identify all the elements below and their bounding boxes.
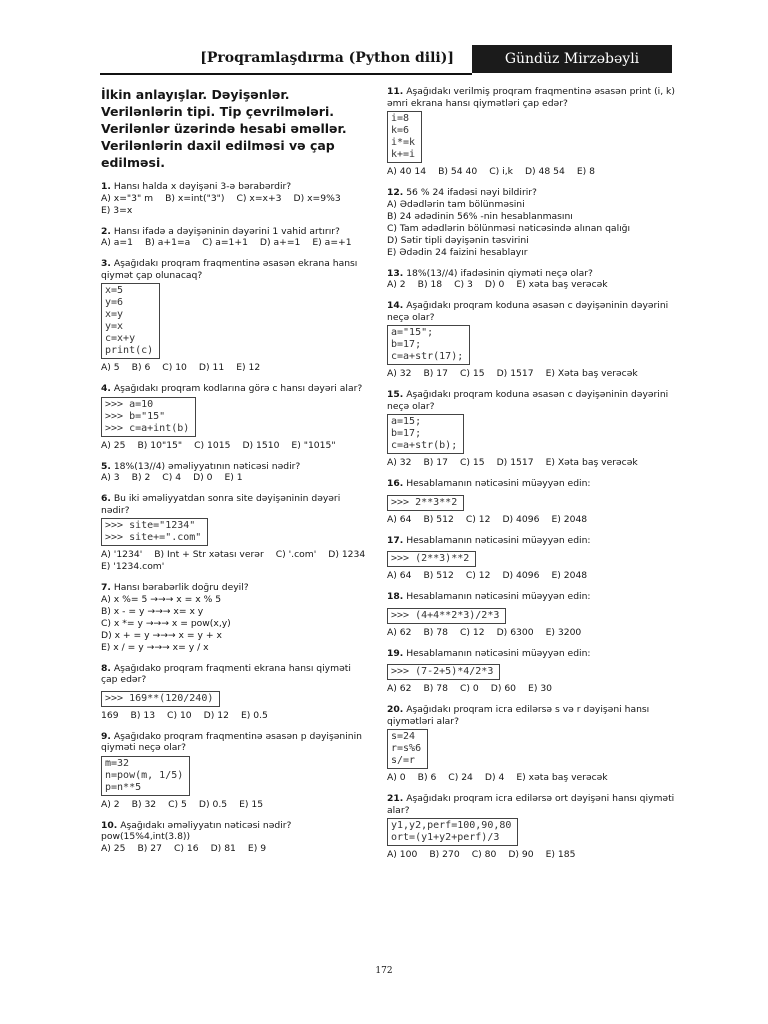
question-number: 17. xyxy=(387,534,404,546)
answer-option: A) 5 xyxy=(101,362,120,373)
question-number: 3. xyxy=(101,258,111,269)
right-question-list xyxy=(387,86,677,861)
code-line: i*=k xyxy=(391,137,416,148)
code-line: c=a+str(17); xyxy=(391,351,464,362)
answer-option: A) 62 xyxy=(387,626,412,638)
code-line: >>> site="1234" xyxy=(105,520,196,531)
question-number: 20. xyxy=(387,704,404,715)
question-item xyxy=(387,591,677,639)
code-line: c=x+y xyxy=(105,333,136,344)
question-text xyxy=(101,226,369,238)
answer-option: B) 78 xyxy=(423,683,448,694)
answer-option: D) 81 xyxy=(210,842,236,854)
question-item xyxy=(101,820,369,855)
question-text xyxy=(387,187,677,199)
question-prompt: Hansı halda x dəyişəni 3-ə bərabərdir? xyxy=(113,181,292,192)
question-prompt: Hesablamanın nəticəsini müəyyən edin: xyxy=(406,647,591,659)
code-wrapper xyxy=(387,323,677,368)
answer-option: E) xəta baş verəcək xyxy=(516,279,608,290)
answer-option: A) 25 xyxy=(101,439,126,451)
code-block xyxy=(387,664,500,680)
question-item xyxy=(387,478,677,526)
question-number: 16. xyxy=(387,478,404,489)
answer-option: E) 3=x xyxy=(101,204,133,216)
answer-option: B) 270 xyxy=(429,849,460,860)
answer-option: B) 10"15" xyxy=(137,439,183,451)
answer-option: C) 24 xyxy=(448,772,473,783)
answer-option: A) 2 xyxy=(101,798,120,810)
answer-option: C) 80 xyxy=(471,849,497,860)
answer-option: C) 5 xyxy=(168,798,187,810)
code-wrapper xyxy=(101,395,369,440)
code-line: k+=i xyxy=(391,149,416,160)
code-block xyxy=(387,111,422,163)
answer-option: D) 90 xyxy=(508,849,534,860)
answer-options xyxy=(387,457,677,469)
question-item xyxy=(101,493,369,573)
answer-option: B) 2 xyxy=(131,472,151,483)
question-prompt: 18%(13//4) ifadəsinin qiyməti neçə olar? xyxy=(406,267,593,279)
question-number: 4. xyxy=(101,383,111,394)
code-block xyxy=(387,495,464,511)
code-block xyxy=(101,283,160,359)
code-block xyxy=(101,518,208,546)
question-text xyxy=(101,663,369,686)
code-line: y=x xyxy=(105,321,124,332)
answer-option: E) "1015" xyxy=(291,439,336,451)
question-number: 12. xyxy=(387,187,404,198)
answer-option: D) 4096 xyxy=(502,570,540,581)
answer-option: D) 4 xyxy=(484,772,505,783)
code-wrapper xyxy=(387,603,677,627)
code-line: y1,y2,perf=100,90,80 xyxy=(391,820,512,831)
question-number: 11. xyxy=(387,86,404,97)
answer-option: A) 32 xyxy=(387,368,412,379)
code-wrapper xyxy=(387,816,677,849)
question-number: 14. xyxy=(387,300,404,311)
question-item xyxy=(387,535,677,583)
code-line: c=a+str(b); xyxy=(391,440,458,451)
question-text xyxy=(387,793,677,816)
answer-options xyxy=(387,514,677,526)
question-prompt: Aşağıdakı verilmiş proqram fraqmentinə əsasən print (i, k) əmri ekrana hansı qiymətləri çap edər? xyxy=(387,86,675,109)
answer-option: E) Ədədin 24 faizini hesablayır xyxy=(387,246,528,258)
answer-option: E) 2048 xyxy=(551,570,588,581)
answer-option: C) 16 xyxy=(173,842,199,854)
answer-option: D) 1234 xyxy=(328,549,366,560)
code-line: k=6 xyxy=(391,125,410,136)
left-column xyxy=(101,86,369,864)
answer-option: A) 62 xyxy=(387,683,412,694)
code-line: y=6 xyxy=(105,297,124,308)
answer-option: C) 10 xyxy=(162,362,187,373)
code-line: >>> (4+4**2*3)/2*3 xyxy=(391,609,500,621)
answer-option: B) 6 xyxy=(131,362,151,373)
page-number: 172 xyxy=(375,966,393,976)
answer-option: C) 12 xyxy=(459,626,485,638)
question-prompt: Aşağıdakı əməliyyatın nəticəsi nədir? pow(15%4,int(3.8)) xyxy=(101,819,292,842)
code-wrapper xyxy=(101,754,369,799)
answer-option: D) 11 xyxy=(198,362,225,373)
answer-option: B) x=int("3") xyxy=(165,192,225,204)
question-item xyxy=(101,383,369,452)
question-text xyxy=(387,535,677,547)
answer-options xyxy=(387,199,677,259)
question-prompt: Aşağıdakı proqram koduna əsasən c dəyişəninin dəyərini neçə olar? xyxy=(387,300,669,323)
question-number: 1. xyxy=(101,181,111,192)
question-item xyxy=(101,226,369,250)
code-line: i=8 xyxy=(391,113,410,124)
code-line: >>> a=10 xyxy=(105,398,154,410)
answer-options xyxy=(387,279,677,291)
answer-option: A) 2 xyxy=(387,279,406,290)
answer-option: E) 8 xyxy=(576,166,595,177)
answer-option: B) 54 40 xyxy=(438,166,478,177)
answer-options xyxy=(101,843,369,855)
question-text xyxy=(387,704,677,727)
question-text xyxy=(101,820,369,843)
code-line: x=y xyxy=(105,309,124,320)
code-line: x=5 xyxy=(105,285,124,296)
question-item xyxy=(101,258,369,374)
answer-option: E) 9 xyxy=(247,842,267,854)
code-line: m=32 xyxy=(105,757,130,769)
question-text xyxy=(101,731,369,754)
code-line: >>> b="15" xyxy=(105,410,166,422)
answer-option: A) 40 14 xyxy=(387,166,427,177)
answer-option: B) x - = y →→→ x= x y xyxy=(101,605,204,617)
answer-option: C) 4 xyxy=(162,472,182,483)
answer-option: B) 512 xyxy=(423,570,454,581)
answer-option: E) a=+1 xyxy=(312,237,352,248)
code-wrapper xyxy=(387,412,677,457)
answer-options xyxy=(101,594,369,654)
answer-option: E) Xəta baş verəcək xyxy=(545,457,638,468)
answer-option: E) 3200 xyxy=(545,626,582,638)
answer-options xyxy=(101,362,369,374)
question-number: 13. xyxy=(387,267,404,279)
question-text xyxy=(387,648,677,660)
question-text xyxy=(101,461,369,473)
question-prompt: Hansı ifadə a dəyişəninin dəyərini 1 vahid artırır? xyxy=(113,225,340,237)
code-line: ort=(y1+y2+perf)/3 xyxy=(391,832,500,843)
question-item xyxy=(101,461,369,485)
question-text xyxy=(101,181,369,193)
answer-option: D) x=9%3 xyxy=(293,192,341,204)
answer-options xyxy=(387,772,677,784)
code-line: print(c) xyxy=(105,345,154,356)
answer-option: D) 0.5 xyxy=(198,798,228,810)
answer-options xyxy=(101,472,369,484)
code-wrapper xyxy=(387,546,677,570)
answer-options xyxy=(101,237,369,249)
code-line: s/=r xyxy=(391,755,416,766)
question-text xyxy=(101,383,369,395)
code-wrapper xyxy=(387,659,677,683)
code-block xyxy=(101,691,220,707)
code-block xyxy=(101,397,196,437)
answer-option: D) 12 xyxy=(203,709,229,721)
question-number: 15. xyxy=(387,389,404,400)
code-block xyxy=(387,608,506,624)
answer-option: E) 0.5 xyxy=(240,709,268,721)
code-line: s=24 xyxy=(391,731,416,742)
answer-option: B) Int + Str xətası verər xyxy=(154,549,264,560)
answer-option: C) 1015 xyxy=(194,439,231,451)
left-question-list xyxy=(101,181,369,855)
answer-option: B) 27 xyxy=(137,842,162,854)
answer-option: C) a=1+1 xyxy=(202,237,248,248)
code-line: b=17; xyxy=(391,339,422,350)
code-wrapper xyxy=(387,490,677,514)
question-prompt: Aşağıdako proqram fraqmentinə əsasən p dəyişəninin qiyməti neçə olar? xyxy=(101,730,362,753)
answer-option: B) 6 xyxy=(417,772,437,783)
question-number: 2. xyxy=(101,225,111,237)
code-block xyxy=(387,729,428,769)
answer-option: E) 30 xyxy=(528,683,553,694)
question-prompt: Aşağıdako proqram fraqmenti ekrana hansı qiyməti çap edər? xyxy=(101,662,351,685)
question-item xyxy=(101,181,369,217)
answer-option: D) 1517 xyxy=(496,457,534,468)
answer-options xyxy=(101,549,369,573)
answer-option: B) 17 xyxy=(423,368,448,379)
question-item xyxy=(387,648,677,696)
question-item xyxy=(101,582,369,654)
question-prompt: Aşağıdakı proqram kodlarına görə c hansı dəyəri alar? xyxy=(113,383,363,394)
answer-option: C) x=x+3 xyxy=(236,192,282,204)
answer-option: C) 12 xyxy=(465,513,491,525)
question-prompt: Hesablamanın nəticəsini müəyyən edin: xyxy=(406,534,591,546)
answer-option: A) 25 xyxy=(101,842,126,854)
answer-option: B) 24 ədədinin 56% -nin hesablanmasını xyxy=(387,210,573,222)
answer-option: C) 15 xyxy=(459,368,485,379)
answer-option: C) 15 xyxy=(459,457,485,468)
answer-option: E) 12 xyxy=(236,362,261,373)
question-number: 9. xyxy=(101,730,111,742)
question-item xyxy=(101,731,369,811)
code-line: p=n**5 xyxy=(105,781,142,793)
question-prompt: 56 % 24 ifadəsi nəyi bildirir? xyxy=(406,187,537,198)
answer-option: C) x *= y →→→ x = pow(x,y) xyxy=(101,617,231,629)
question-item xyxy=(387,389,677,469)
answer-option: C) Tam ədədlərin bölünməsi nəticəsində alınan qalığı xyxy=(387,222,631,234)
answer-option: E) Xəta baş verəcək xyxy=(545,368,638,379)
answer-option: C) 0 xyxy=(459,683,479,694)
section-title: İlkin anlayışlar. Dəyişənlər. Verilənlərin tipi. Tip çevrilmələri. Verilənlər üzərində hesabi əməllər. Verilənlərin daxil edilməsi və çap edilməsi. xyxy=(101,87,347,170)
question-prompt: Aşağıdakı proqram icra edilərsə s və r dəyişəni hansı qiymətləri alar? xyxy=(387,704,650,727)
question-item xyxy=(101,663,369,722)
question-text xyxy=(387,86,677,109)
code-line: >>> site+=".com" xyxy=(105,532,202,543)
book-title-bar xyxy=(100,45,472,75)
author-label: Gündüz Mirzəbəyli xyxy=(472,45,672,73)
answer-option: A) Ədədlərin tam bölünməsini xyxy=(387,198,525,210)
answer-option: A) x="3" m xyxy=(101,192,154,204)
question-prompt: Aşağıdakı proqram fraqmentinə əsasən ekrana hansı qiymət çap olunacaq? xyxy=(101,258,358,281)
question-item xyxy=(387,704,677,784)
question-item xyxy=(387,268,677,292)
answer-option: E) 1 xyxy=(224,472,243,483)
question-prompt: Hesablamanın nəticəsini müəyyən edin: xyxy=(406,591,591,602)
code-wrapper xyxy=(101,516,369,549)
answer-option: D) 0 xyxy=(193,472,213,483)
answer-option: 169 xyxy=(101,709,119,721)
question-text xyxy=(387,478,677,490)
answer-option: B) a+1=a xyxy=(144,237,191,248)
code-wrapper xyxy=(387,109,677,166)
answer-option: E) x / = y →→→ x= y / x xyxy=(101,641,209,653)
code-line: >>> 169**(120/240) xyxy=(105,692,214,704)
page-header xyxy=(100,45,672,73)
question-text xyxy=(101,493,369,516)
answer-option: A) x %= 5 →→→ x = x % 5 xyxy=(101,593,222,605)
code-line: r=s%6 xyxy=(391,743,422,754)
answer-option: D) x + = y →→→ x = y + x xyxy=(101,629,222,641)
answer-option: D) 4096 xyxy=(502,513,540,525)
code-wrapper xyxy=(387,727,677,772)
answer-options xyxy=(387,570,677,582)
answer-option: D) 60 xyxy=(490,683,517,694)
question-text xyxy=(387,300,677,323)
answer-options xyxy=(387,627,677,639)
answer-option: C) i,k xyxy=(489,166,513,177)
code-line: >>> c=a+int(b) xyxy=(105,422,190,434)
question-number: 7. xyxy=(101,582,111,593)
answer-option: A) '1234' xyxy=(101,549,143,560)
answer-options xyxy=(101,710,369,722)
answer-option: D) 0 xyxy=(484,279,505,290)
question-item xyxy=(387,86,677,178)
code-block xyxy=(387,414,464,454)
question-text xyxy=(101,582,369,594)
code-line: a="15"; xyxy=(391,327,434,338)
answer-option: E) 2048 xyxy=(551,513,588,525)
answer-options xyxy=(387,166,677,178)
code-line: >>> (2**3)**2 xyxy=(391,553,470,564)
question-prompt: Hesablamanın nəticəsini müəyyən edin: xyxy=(406,478,591,489)
code-block xyxy=(387,325,470,365)
question-prompt: Bu iki əməliyyatdan sonra site dəyişəninin dəyəri nədir? xyxy=(101,493,341,516)
question-text xyxy=(387,591,677,603)
answer-option: C) 10 xyxy=(167,709,192,721)
answer-option: E) 15 xyxy=(239,798,264,810)
question-prompt: Hansı bərabərlik doğru deyil? xyxy=(113,582,249,593)
answer-options xyxy=(387,368,677,380)
code-line: a=15; xyxy=(391,416,422,427)
answer-option: C) 12 xyxy=(465,570,491,581)
answer-option: A) 64 xyxy=(387,513,412,525)
question-prompt: Aşağıdakı proqram icra edilərsə ort dəyişəni hansı qiyməti alar? xyxy=(387,793,675,816)
book-title: [Proqramlaşdırma (Python dili)] xyxy=(200,50,454,66)
answer-options xyxy=(387,849,677,861)
question-text xyxy=(387,268,677,280)
question-number: 21. xyxy=(387,793,404,804)
code-line: >>> (7-2+5)*4/2*3 xyxy=(391,666,494,677)
answer-options xyxy=(101,193,369,217)
right-column xyxy=(387,86,677,870)
answer-option: E) '1234.com' xyxy=(101,561,165,572)
answer-option: B) 18 xyxy=(417,279,443,290)
answer-option: A) 0 xyxy=(387,772,406,783)
answer-options xyxy=(387,683,677,695)
answer-option: E) 185 xyxy=(545,849,576,860)
answer-option: D) a+=1 xyxy=(259,237,301,248)
code-wrapper xyxy=(101,281,369,362)
question-number: 5. xyxy=(101,460,111,472)
answer-option: A) a=1 xyxy=(101,237,133,248)
answer-option: D) Sətir tipli dəyişənin təsvirini xyxy=(387,234,529,246)
question-prompt: 18%(13//4) əməliyyatının nəticəsi nədir? xyxy=(113,460,301,472)
answer-option: A) 64 xyxy=(387,570,412,581)
question-number: 8. xyxy=(101,662,111,674)
answer-option: D) 6300 xyxy=(496,626,534,638)
answer-option: C) 3 xyxy=(454,279,473,290)
answer-option: D) 1510 xyxy=(242,439,280,451)
answer-options xyxy=(101,440,369,452)
code-line: n=pow(m, 1/5) xyxy=(105,769,184,781)
answer-option: B) 17 xyxy=(423,457,448,468)
answer-option: A) 32 xyxy=(387,457,412,468)
code-wrapper xyxy=(101,686,369,710)
question-prompt: Aşağıdakı proqram koduna əsasən c dəyişəninin dəyərini neçə olar? xyxy=(387,389,669,412)
question-item xyxy=(387,793,677,861)
answer-option: B) 32 xyxy=(131,798,157,810)
answer-option: D) 48 54 xyxy=(524,166,565,177)
code-block xyxy=(387,818,518,846)
answer-option: B) 512 xyxy=(423,513,454,525)
answer-option: B) 78 xyxy=(423,626,448,638)
question-number: 18. xyxy=(387,591,404,602)
question-text xyxy=(387,389,677,412)
question-item xyxy=(387,187,677,259)
question-item xyxy=(387,300,677,380)
question-text xyxy=(101,258,369,281)
question-number: 6. xyxy=(101,493,111,504)
answer-option: B) 13 xyxy=(130,709,156,721)
answer-option: C) '.com' xyxy=(275,549,317,560)
question-number: 19. xyxy=(387,647,404,659)
answer-options xyxy=(101,799,369,811)
code-line: >>> 2**3**2 xyxy=(391,496,458,508)
code-block xyxy=(101,756,190,796)
question-number: 10. xyxy=(101,819,118,831)
answer-option: A) 3 xyxy=(101,472,120,483)
code-block xyxy=(387,551,476,567)
answer-option: E) xəta baş verəcək xyxy=(516,772,608,783)
code-line: b=17; xyxy=(391,428,422,439)
answer-option: D) 1517 xyxy=(496,368,534,379)
answer-option: A) 100 xyxy=(387,849,418,860)
